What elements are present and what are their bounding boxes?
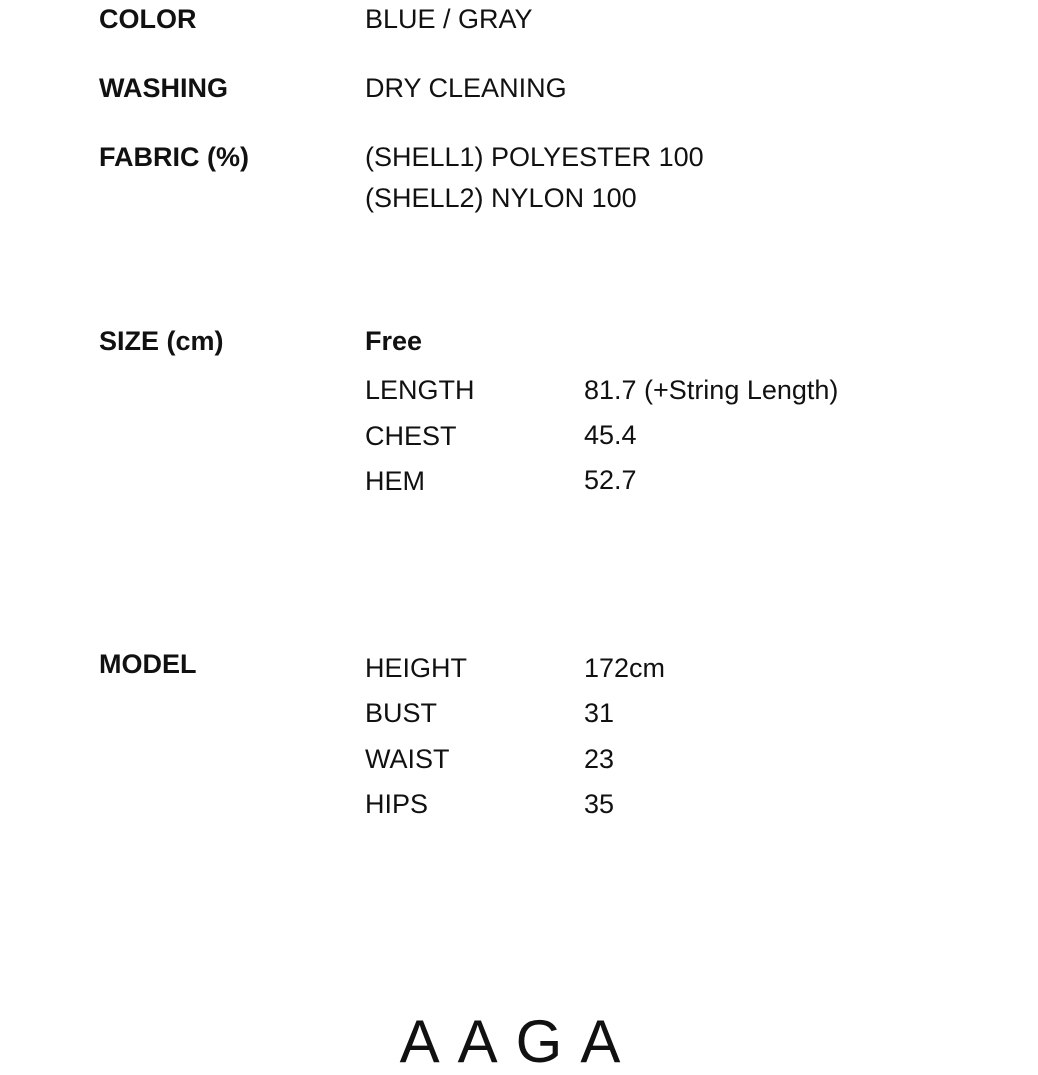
brand-logo: AAGA — [399, 1008, 639, 1075]
model-row-value: 23 — [584, 744, 615, 774]
size-row-value: 81.7 (+String Length) — [584, 375, 839, 405]
size-label: SIZE (cm) — [99, 326, 224, 356]
size-name: Free — [365, 326, 423, 356]
washing-label: WASHING — [99, 73, 229, 103]
model-row-value: 35 — [584, 789, 615, 819]
model-label: MODEL — [99, 649, 197, 679]
fabric-line: (SHELL1) POLYESTER 100 — [365, 142, 704, 172]
size-row-name: LENGTH — [365, 375, 475, 405]
size-row-name: HEM — [365, 466, 425, 496]
fabric-label: FABRIC (%) — [99, 142, 249, 172]
model-row-name: WAIST — [365, 744, 450, 774]
model-row-value: 31 — [584, 698, 615, 728]
fabric-line: (SHELL2) NYLON 100 — [365, 183, 637, 213]
size-row-value: 52.7 — [584, 465, 637, 495]
model-row-value: 172cm — [584, 653, 666, 683]
model-row-name: HEIGHT — [365, 653, 468, 683]
size-row-name: CHEST — [365, 421, 457, 451]
washing-value: DRY CLEANING — [365, 73, 567, 103]
color-value: BLUE / GRAY — [365, 4, 533, 34]
size-row-value: 45.4 — [584, 420, 637, 450]
color-label: COLOR — [99, 4, 197, 34]
model-row-name: BUST — [365, 698, 438, 728]
model-row-name: HIPS — [365, 789, 429, 819]
